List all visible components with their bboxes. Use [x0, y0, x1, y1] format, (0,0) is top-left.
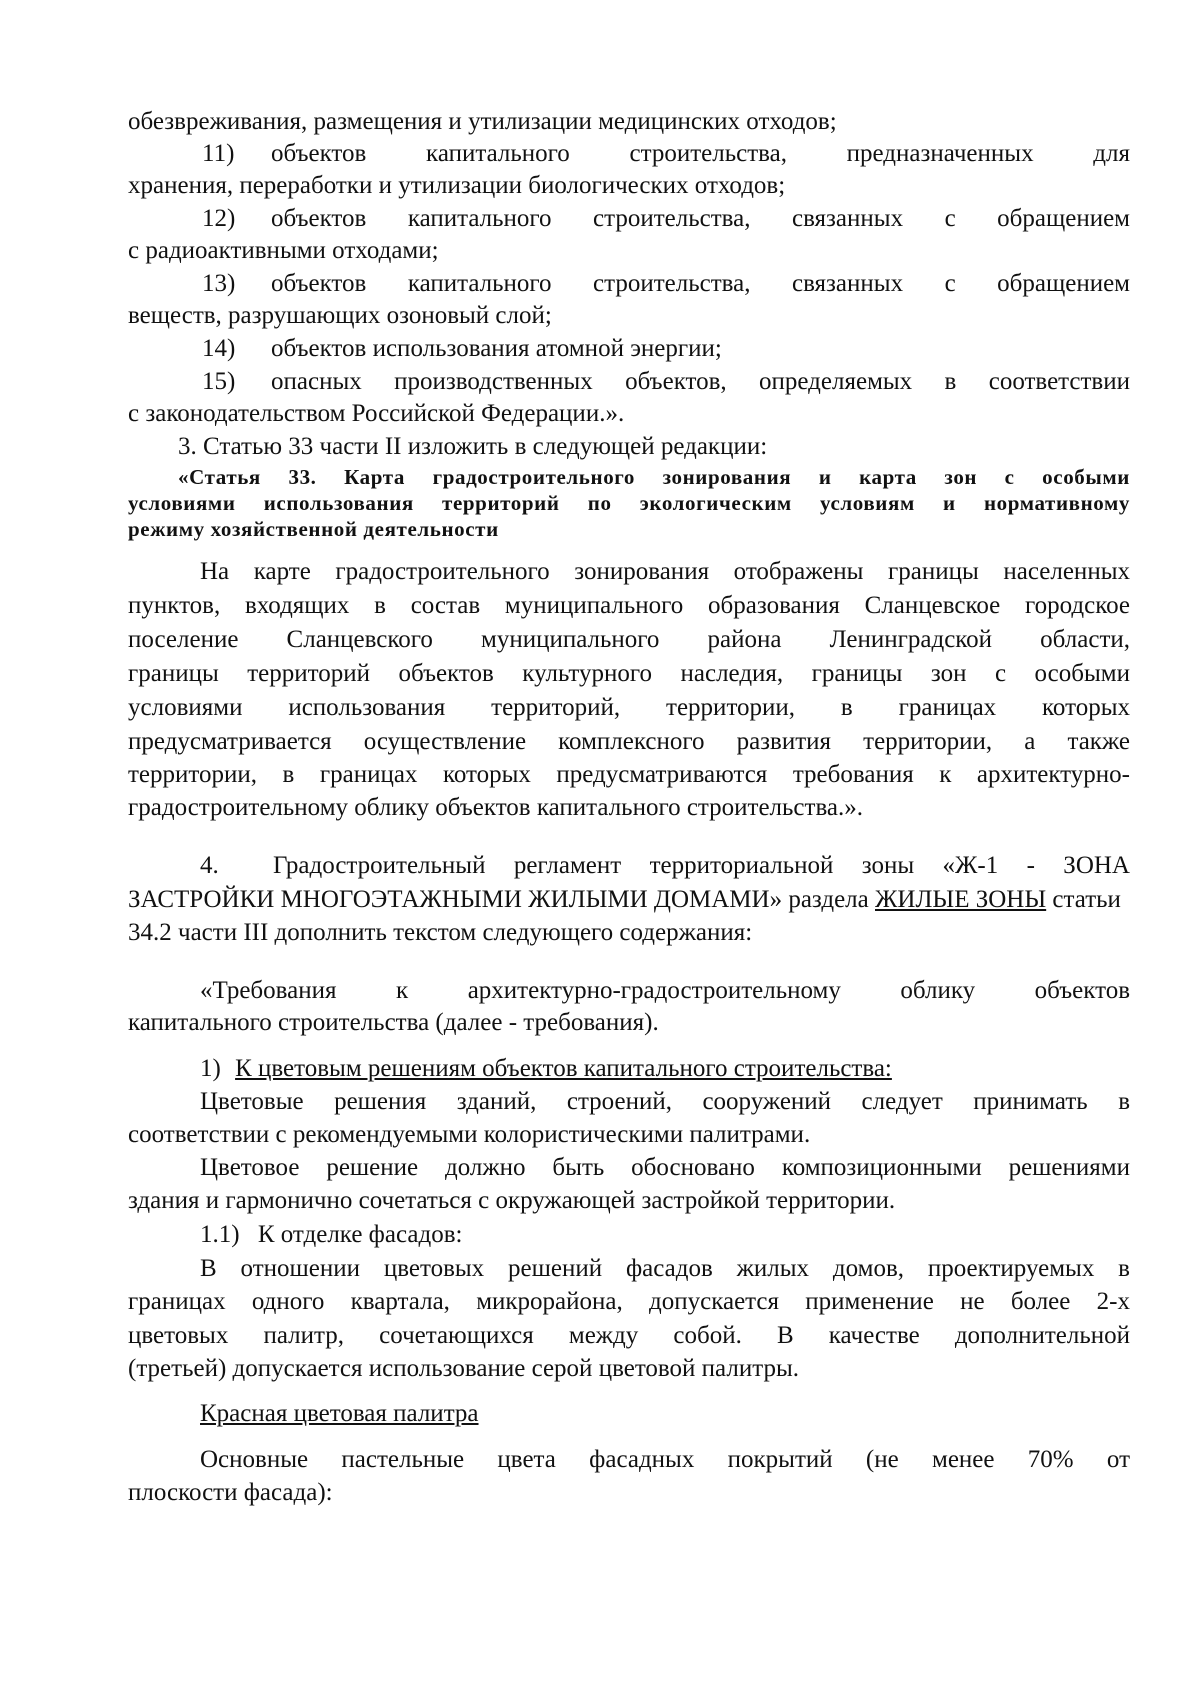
- item-number: 11): [202, 140, 235, 167]
- text-span: ЗАСТРОЙКИ МНОГОЭТАЖНЫМИ ЖИЛЫМИ ДОМАМИ» раздела: [128, 886, 869, 913]
- text-line: пунктов, входящих в состав муниципального образования Сланцевское городское: [128, 592, 1130, 619]
- text-span: статьи: [1052, 886, 1121, 913]
- item-number: 12): [202, 205, 236, 232]
- text-line: с радиоактивными отходами;: [128, 237, 439, 264]
- item-text: объектов использования атомной энергии;: [271, 335, 722, 362]
- subsection-title: К цветовым решениям объектов капитального строительства:: [235, 1055, 892, 1082]
- item-text: объектов капитального строительства, предназначенных для: [271, 140, 1130, 167]
- paragraph-number: 4.: [200, 852, 219, 879]
- text-line: На карте градостроительного зонирования отображены границы населенных: [200, 558, 1130, 585]
- item-number: 15): [202, 368, 236, 395]
- text-line: обезвреживания, размещения и утилизации медицинских отходов;: [128, 108, 837, 135]
- item-text: опасных производственных объектов, определяемых в соответствии: [271, 368, 1130, 395]
- text-line: Основные пастельные цвета фасадных покрытий (не менее 70% от: [200, 1446, 1130, 1473]
- subsection-title: К отделке фасадов:: [257, 1221, 463, 1248]
- article-heading-line: «Статья 33. Карта градостроительного зонирования и карта зон с особыми: [178, 465, 1130, 489]
- text-line: капитального строительства (далее - требования).: [128, 1009, 659, 1036]
- item-number: 13): [202, 270, 236, 297]
- text-line: границах одного квартала, микрорайона, допускается применение не более 2-х: [128, 1288, 1130, 1315]
- text-line: хранения, переработки и утилизации биологических отходов;: [128, 172, 786, 199]
- text-line: цветовых палитр, сочетающихся между собой. В качестве дополнительной: [128, 1322, 1130, 1349]
- item-text: объектов капитального строительства, связанных с обращением: [271, 205, 1130, 232]
- text-line: поселение Сланцевского муниципального района Ленинградской области,: [128, 626, 1130, 653]
- article-heading-line: условиями использования территорий по экологическим условиям и нормативному: [128, 491, 1130, 515]
- text-line: с законодательством Российской Федерации.».: [128, 400, 625, 427]
- subsection-heading: [200, 1219, 1130, 1251]
- text-line: В отношении цветовых решений фасадов жилых домов, проектируемых в: [200, 1255, 1130, 1282]
- text-line: плоскости фасада):: [128, 1479, 333, 1506]
- text-line: Цветовое решение должно быть обосновано композиционными решениями: [200, 1154, 1130, 1181]
- paragraph-4-line: [128, 884, 1130, 916]
- text-line: соответствии с рекомендуемыми колористическими палитрами.: [128, 1121, 811, 1148]
- subsection-number: 1.1): [200, 1221, 240, 1248]
- text-line: «Требования к архитектурно-градостроительному облику объектов: [200, 977, 1130, 1004]
- text-line: 3. Статью 33 части II изложить в следующей редакции:: [178, 433, 768, 460]
- text-line: 34.2 части III дополнить текстом следующего содержания:: [128, 919, 753, 946]
- subsection-heading: [200, 1053, 1130, 1085]
- text-line: (третьей) допускается использование серой цветовой палитры.: [128, 1355, 800, 1382]
- text-line: градостроительному облику объектов капитального строительства.».: [128, 794, 864, 821]
- text-line: здания и гармонично сочетаться с окружающей застройкой территории.: [128, 1187, 896, 1214]
- text-line: веществ, разрушающих озоновый слой;: [128, 302, 552, 329]
- item-number: 14): [202, 335, 236, 362]
- palette-heading: Красная цветовая палитра: [200, 1400, 479, 1427]
- subsection-number: 1): [200, 1055, 221, 1082]
- item-text: объектов капитального строительства, связанных с обращением: [271, 270, 1130, 297]
- text-line: условиями использования территорий, территории, в границах которых: [128, 694, 1130, 721]
- section-link[interactable]: ЖИЛЫЕ ЗОНЫ: [875, 886, 1047, 913]
- text-line: границы территорий объектов культурного наследия, границы зон с особыми: [128, 660, 1130, 687]
- paragraph-text: Градостроительный регламент территориальной зоны «Ж-1 - ЗОНА: [273, 852, 1130, 879]
- text-line: предусматривается осуществление комплексного развития территории, а также: [128, 728, 1130, 755]
- text-line: Цветовые решения зданий, строений, сооружений следует принимать в: [200, 1088, 1130, 1115]
- text-line: территории, в границах которых предусматриваются требования к архитектурно-: [128, 761, 1130, 788]
- article-heading-line: режиму хозяйственной деятельности: [128, 517, 499, 541]
